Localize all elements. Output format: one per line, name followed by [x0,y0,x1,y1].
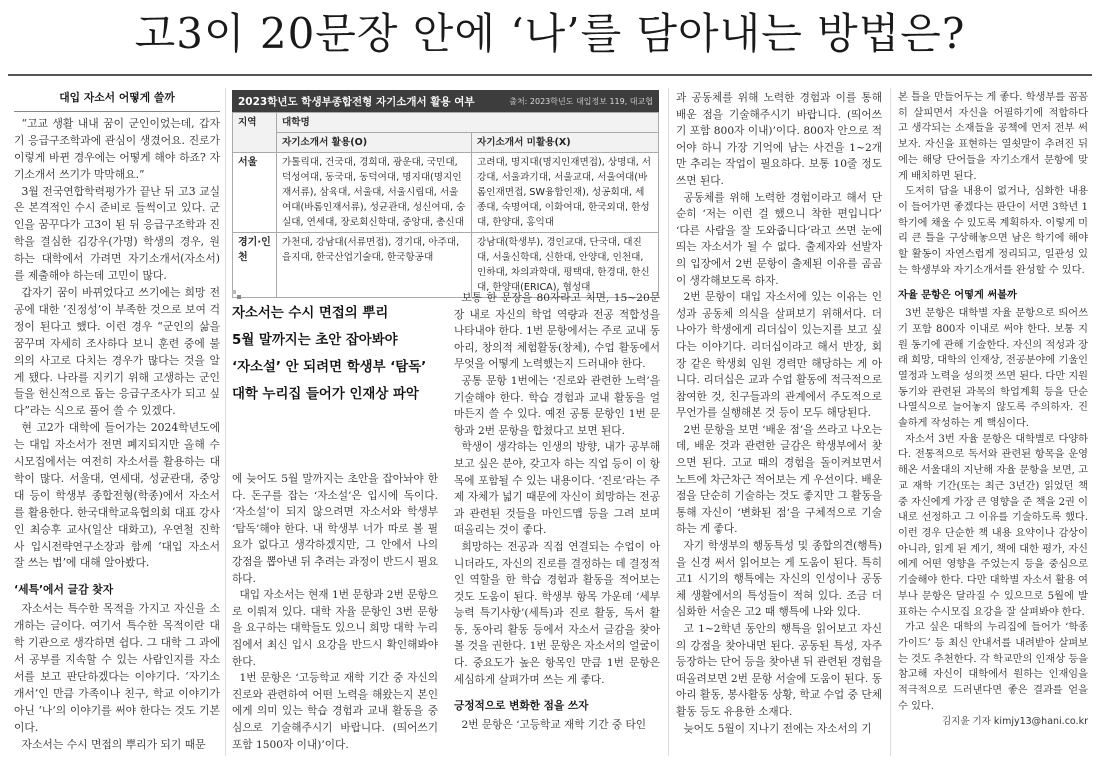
column-4 [676,90,882,737]
table-source: 출처: 2023학년도 대입정보 119, 대교협 [509,96,653,106]
paragraph: “고교 생활 내내 꿈이 군인이었는데, 갑자기 응급구조학과에 관심이 생겼어요. 진로가 이렇게 바뀐 경우에는 어떻게 해야 하죠? 자기소개서 쓰기가 막막해요.” [14,116,220,181]
paragraph: 2번 문항을 보면 ‘배운 점’을 쓰라고 나오는데, 배운 것과 관련한 글감은 학생부에서 찾으면 된다. 고교 때의 경험을 돌이켜보면서 노트에 차근차근 적어보는 게 우선이다. 배운 점을 단순히 기술하는 것도 좋지만 그 활동을 통해 자신이 ‘변화된 점’을 구체적으로 기술하는 게 좋다. [676,422,882,536]
section-subhead: ‘세특’에서 글감 찾자 [14,583,114,597]
paragraph: 현 고2가 대학에 들어가는 2024학년도에는 대입 자소서가 전면 폐지되지만 올해 수시모집에서는 여전히 자소서를 활용하는 대학이 많다. 서울대, 연세대, 성균관대, 중앙대 등이 학생부 종합전형(학종)에서 자소서를 활용한다. 한국대학교육협의회 대표 강사인 최승후 교사(일산 대화고), 우연철 진학사 입시전략연구소장과 함께 ‘대입 자소서 잘 쓰는 법’에 대해 알아봤다. [14,421,220,570]
pull-quote-line: ‘자소설’ 안 되려면 학생부 ‘탐독’ [232,360,427,375]
column-2 [232,471,438,753]
paragraph: 3번 문항은 대학별 자율 문항으로 띄어쓰기 포함 800자 이내로 써야 한다. 보통 지원 동기에 관해 기술한다. 자신의 적성과 장래 희망, 대학의 인재상, 전공분야에 기울인 열정과 노력을 성의껏 쓰면 된다. 다만 지원 동기와 관련된 과목의 학업계획 등을 단순 나열식으로 늘어놓지 않도록 주의하자. 진솔하게 작성하는 게 핵심이다. [898,308,1088,430]
column-5 [898,90,1088,730]
headline-rule [8,74,1092,76]
paragraph: 도저히 답을 내용이 없거나, 심화한 내용이 들어가면 좋겠다는 판단이 서면 3학년 1학기에 채울 수 있도록 계획하자. 이렇게 미리 큰 틀을 구상해놓으면 남은 학기에 해야 할 활동이 자연스럽게 정리되고, 일관성 있는 학생부와 자기소개서를 완성할 수 있다. [898,186,1088,276]
table-header-region: 지역 [233,113,277,153]
table-header-university: 대학명 [277,113,659,133]
pull-quote-line: 5월 말까지는 초안 잡아봐야 [232,333,398,348]
byline: 김지윤 기자 kimjy13@hani.co.kr [942,716,1088,728]
section-subhead: 자율 문항은 어떻게 써볼까 [898,290,1017,302]
paragraph: 학생이 생각하는 인생의 방향, 내가 공부해보고 싶은 분야, 갖고자 하는 직업 등이 이 항목에 포함될 수 있는 내용이다. ‘진로’라는 주제 자체가 넓기 때문에 자신이 희망하는 전공과 관련된 것들을 마인드맵 등을 그려 보며 떠올리는 것이 좋다. [454,440,660,537]
pull-quote [232,300,452,408]
column-3 [454,290,660,733]
section-subhead: 긍정적으로 변화한 점을 쓰자 [454,699,589,713]
column-divider [225,88,226,756]
paragraph: 자소서는 수시 면접의 뿌리가 되기 때문 [21,737,206,751]
column-divider [890,88,891,756]
table-title-bar [232,90,659,112]
headline: 고3이 20문장 안에 ‘나’를 담아내는 방법은? [134,9,966,58]
paragraph: 보통 한 문장을 80자라고 치면, 15~20문장 내로 자신의 학업 역량과 전공 적합성을 나타내야 한다. 1번 문항에서는 주로 교내 동아리, 창의적 체험활동(창체), 수업 활동에서 무엇을 어떻게 노력했는지 드러내야 한다. [454,291,660,371]
table-header-used: 자기소개서 활용(O) [277,133,472,153]
pull-quote-line: 대학 누리집 들어가 인재상 파악 [232,387,419,402]
paragraph: 에 늦어도 5월 말까지는 초안을 잡아놔야 한다. 돈구를 잡는 ‘자소설’은 입시에 독이다. ‘자소설’이 되지 않으려면 자소서와 학생부 ‘탐독’해야 한다. 내 학생부 너가 따로 볼 필요가 없다고 생각하겠지만, 그 안에서 나의 강점을 뽑아낸 뒤 추려는 과정이 반드시 필요하다. [232,472,438,585]
paragraph: 가고 싶은 대학의 누리집에 들어가 ‘학종 가이드’ 등 최신 안내서를 내려받아 살펴보는 것도 추천한다. 각 학교만의 인재상 등을 참고해 자신이 대학에서 원하는 인재임을 적극적으로 드러낸다면 좋은 결과를 얻을 수 있다. [898,622,1088,712]
paragraph: 자소서 3번 자율 문항은 대학별로 다양하다. 전통적으로 독서와 관련된 항목을 운영해온 서울대의 지난해 자율 문항을 보면, 고교 재학 기간(또는 최근 3년간) 읽었던 책 중 자신에게 가장 큰 영향을 준 책을 2권 이내로 선정하고 그 이유를 기술하도록 했다. 이런 경우 단순한 책 내용 요약이나 감상이 아니라, 읽게 된 계기, 책에 대한 평가, 자신에게 어떤 영향을 주었는지 등을 중심으로 기술해야 한다. 다만 대학별 자소서 활용 여부나 문항은 달라질 수 있으므로 5월에 발표하는 수시모집 요강을 잘 살펴봐야 한다. [898,433,1088,618]
column-divider [668,88,669,756]
paragraph: 2번 문항은 ‘고등학교 재학 기간 중 타인 [461,717,647,731]
paragraph: 공동체를 위해 노력한 경험이라고 해서 단순히 ‘저는 이런 걸 했으니 착한 편입니다’ ‘다른 사람을 잘 도와줍니다’라고 쓰면 눈에 띄는 자소서가 될 수 없다. 출제자와 선발자의 입장에서 2번 문항이 출제된 이유를 곰곰이 생각해보도록 하자. [676,190,882,287]
paragraph: 희망하는 전공과 직접 연결되는 수업이 아니더라도, 자신의 진로를 결정하는 데 결정적인 역할을 한 학습 경험과 활동을 적어보는 것도 도움이 된다. 학생부 항목 가운데 ‘세부능력 특기사항’(세특)과 진로 활동, 독서 활동, 동아리 활동 등에서 자소서 글감을 찾아볼 것을 권한다. 1번 문항은 자소서의 얼굴이다. 중요도가 높은 항목인 만큼 1번 문항은 세심하게 살펴가며 쓰는 게 좋다. [454,539,660,686]
table-cell-unused: 강남대(학생부), 경인교대, 단국대, 대진대, 서울신학대, 신한대, 안양대, 인천대, 인하대, 차의과학대, 평택대, 한경대, 한신대, 한양대(ERICA), 협성대 [472,233,659,298]
column-1 [14,88,220,753]
paragraph: 갑자기 꿈이 바뀌었다고 쓰기에는 희망 전공에 대한 ‘진정성’이 부족한 것으로 보여 걱정이 된다고 했다. 이런 경우 “군인의 삶을 꿈꾸며 자세히 조사하다 보니 훈련 중에 불의의 사고로 다치는 경우가 많다는 것을 알게 됐다. 나라를 지키기 위해 고생하는 군인들을 헌신적으로 돕는 응급구조사가 되고 싶다”라는 식으로 풀어 쓸 수 있겠다. [14,285,220,418]
table-cell-used: 가천대, 강남대(서류면접), 경기대, 아주대, 을지대, 한국산업기술대, 한국항공대 [277,233,472,298]
paragraph: 자소서는 특수한 목적을 가지고 자신을 소개하는 글이다. 여기서 특수한 목적이란 대학 기관으로 생각하면 쉽다. 그 대학 그 과에서 공부를 지속할 수 있는 사람인지를 자소서를 보고 판단하겠다는 이야기다. ‘자기소개서’인 만큼 가족이나 친구, 학교 이야기가 아닌 ‘나’의 이야기를 써야 한다는 것도 기본이다. [14,602,220,734]
paragraph: 자기 학생부의 행동특성 및 종합의견(행특)을 신경 써서 읽어보는 게 도움이 된다. 특히 고1 시기의 행특에는 자신의 인성이나 공동체 생활에서의 특성들이 적혀 있다. 조금 더 심화한 서술은 고2 때 행특에 나와 있다. [676,539,882,619]
table-title: 2023학년도 학생부종합전형 자기소개서 활용 여부 [238,95,475,108]
paragraph: 과 공동체를 위해 노력한 경험과 이를 통해 배운 점을 기술해주시기 바랍니다. (띄어쓰기 포함 800자 이내)’이다. 800자 안으로 적어야 하니 가장 기억에 남는 사건을 1~2개만 추리는 작업이 필요하다. 보통 10줄 정도 쓰면 된다. [676,91,882,187]
table-header-unused: 자기소개서 미활용(X) [472,133,659,153]
paragraph: 늦어도 5월이 지나기 전에는 자소서의 기 [683,721,872,735]
pull-quote-line: 자소서는 수시 면접의 뿌리 [232,306,389,321]
paragraph: 대입 자소서는 현재 1번 문항과 2번 문항으로 이뤄져 있다. 대학 자율 문항인 3번 문항을 요구하는 대학들도 있으니 희망 대학 누리집에서 최신 입시 요강을 반드시 확인해봐야 한다. [232,588,438,668]
table-row [233,153,659,233]
table-row [233,233,659,298]
paragraph: 본 틀을 만들어두는 게 좋다. 학생부를 꼼꼼히 살피면서 자신을 어필하기에 적합하다고 생각되는 소재들을 공책에 먼저 전부 써보자. 자신을 표현하는 열쇳말이 추려진 뒤에는 해당 단어들을 자기소개서 문항에 맞게 배치하면 된다. [898,92,1088,182]
paragraph: 2번 문항이 대입 자소서에 있는 이유는 인성과 공동체 의식을 살펴보기 위해서다. 더 나아가 학생에게 리더십이 있는지를 보고 싶다는 이야기다. 리더십이라고 해서 반장, 회장 같은 학생회 임원 경력만 해당하는 게 아니다. 리더십은 교과 수업 활동에 적극적으로 참여한 것, 친구들과의 관계에서 주도적으로 무언가를 실행해본 것 등이 모두 해당된다. [676,290,882,420]
paragraph: 공통 문항 1번에는 ‘진로와 관련한 노력’을 기술해야 한다. 학습 경험과 교내 활동을 얼마든지 쓸 수 있다. 예전 공통 문항인 1번 문항과 2번 문항을 합쳤다고 보면 된다. [454,373,660,437]
section-subhead: 대입 자소서 어떻게 쓸까 [14,90,220,112]
paragraph: 3월 전국연합학력평가가 끝난 뒤 고3 교실은 본격적인 수시 준비로 들썩이고 있다. 군인을 꿈꾸다가 고3이 된 뒤 응급구조학과 진학을 결심한 김강우(가명) 학생의 경우, 원하는 대학에서 가려면 자기소개서(자소서)를 제출해야 하는데 고민이 많다. [14,184,220,283]
table-cell-unused: 고려대, 명지대(명지인재면접), 상명대, 서강대, 서울과기대, 서울교대, 서울여대(바롬인재면접, SW융합인재), 성공회대, 세종대, 숙명여대, 이화여대, 한국외대, 한성대, 한양대, 홍익대 [472,153,659,233]
data-table [232,112,659,298]
paragraph: 1번 문항은 ‘고등학교 재학 기간 중 자신의 진로와 관련하여 어떤 노력을 해왔는지 본인에게 의미 있는 학습 경험과 교내 활동을 중심으로 기술해주시기 바랍니다. (띄어쓰기 포함 1500자 이내)’이다. [232,671,438,751]
table-cell-region: 서울 [233,153,277,233]
callout-mark-icon [232,290,242,300]
paragraph: 고 1~2학년 동안의 행특을 읽어보고 자신의 강점을 찾아내면 된다. 공동된 특성, 자주 등장하는 단어 등을 찾아낸 뒤 관련된 경험을 떠올려보면 2번 문항 서술에 도움이 된다. 동아리 활동, 봉사활동 상황, 학교 수업 중 단체 활동 등도 유용한 소재다. [676,622,882,718]
table-cell-used: 가톨릭대, 건국대, 경희대, 광운대, 국민대, 덕성여대, 동국대, 동덕여대, 명지대(명지인재서류), 삼육대, 서울대, 서울시립대, 서울여대(바롬인재서류), 성균관대, 성신여대, 숭실대, 연세대, 장로회신학대, 중앙대, 총신대 [277,153,472,233]
data-table-box [232,90,659,298]
table-cell-region: 경기·인천 [233,233,277,298]
